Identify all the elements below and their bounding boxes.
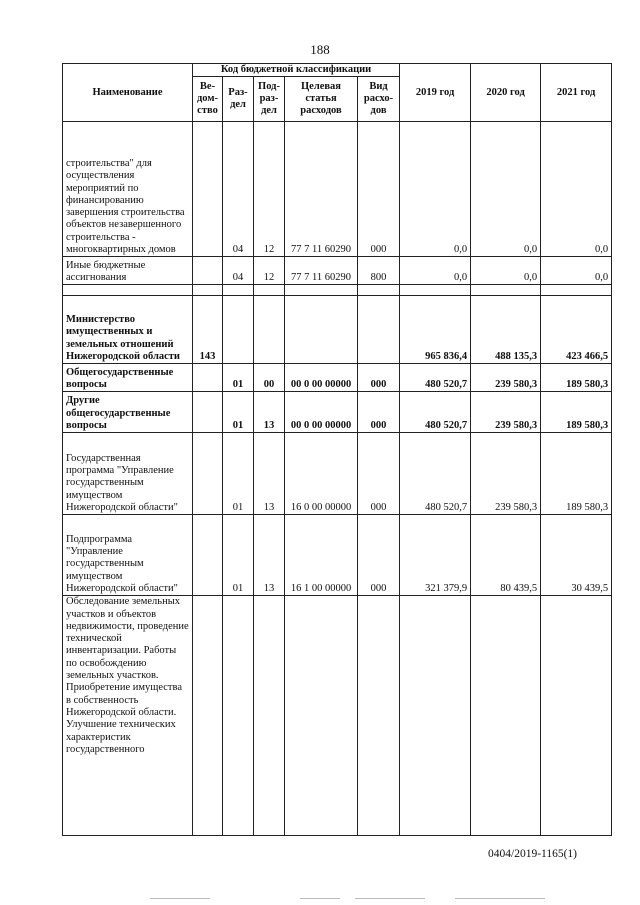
row-razdel: 04 (223, 257, 254, 285)
header-2020: 2020 год (471, 64, 541, 122)
row-ved (193, 364, 223, 392)
table-row (63, 257, 612, 285)
row-name: строительства" для осуществления мероприятий по финансированию завершения строительства объектов незавершенного строительства - многоквартирных домов (63, 122, 193, 257)
row-2020: 0,0 (471, 257, 541, 285)
row-name: Государственная программа "Управление государственным имуществом Нижегородской области" (63, 433, 193, 515)
row-podrazdel (254, 296, 285, 364)
row-ved (193, 392, 223, 433)
row-2019: 480 520,7 (400, 392, 471, 433)
header-target: Целевая статья расходов (285, 77, 358, 122)
scan-artifact-line (150, 898, 210, 899)
row-ved (193, 122, 223, 257)
row-target: 00 0 00 00000 (285, 364, 358, 392)
row-2021: 189 580,3 (541, 364, 612, 392)
row-name: Подпрограмма "Управление государственным имуществом Нижегородской области" (63, 515, 193, 596)
row-2019: 0,0 (400, 122, 471, 257)
row-ved (193, 596, 223, 836)
row-target: 77 7 11 60290 (285, 257, 358, 285)
header-name: Наименование (63, 64, 193, 122)
row-name: Иные бюджетные ассигнования (63, 257, 193, 285)
row-target: 16 1 00 00000 (285, 515, 358, 596)
row-2020: 239 580,3 (471, 433, 541, 515)
row-target (285, 285, 358, 296)
row-2021: 0,0 (541, 257, 612, 285)
row-razdel (223, 296, 254, 364)
row-2019: 480 520,7 (400, 433, 471, 515)
row-target: 00 0 00 00000 (285, 392, 358, 433)
row-2019 (400, 596, 471, 836)
table-row (63, 392, 612, 433)
row-2021 (541, 285, 612, 296)
row-2021: 0,0 (541, 122, 612, 257)
row-2019: 0,0 (400, 257, 471, 285)
document-code: 0404/2019-1165(1) (488, 848, 578, 860)
row-2019: 480 520,7 (400, 364, 471, 392)
row-target (285, 296, 358, 364)
scan-artifact-line (355, 898, 425, 899)
table-row (63, 122, 612, 257)
row-vid: 000 (358, 364, 400, 392)
table-row (63, 515, 612, 596)
row-vid (358, 285, 400, 296)
scan-artifact-line (300, 898, 340, 899)
row-name: Министерство имущественных и земельных отношений Нижегородской области (63, 296, 193, 364)
header-2021: 2021 год (541, 64, 612, 122)
row-razdel: 01 (223, 515, 254, 596)
row-2019: 965 836,4 (400, 296, 471, 364)
row-2020 (471, 596, 541, 836)
row-razdel: 04 (223, 122, 254, 257)
row-vid: 800 (358, 257, 400, 285)
row-razdel: 01 (223, 364, 254, 392)
row-razdel: 01 (223, 433, 254, 515)
row-2020: 80 439,5 (471, 515, 541, 596)
row-razdel: 01 (223, 392, 254, 433)
header-podrazdel: Под- раз- дел (254, 77, 285, 122)
row-2020: 239 580,3 (471, 392, 541, 433)
row-name: Обследование земельных участков и объектов недвижимости, проведение технической инвентаризации. Работы по освобождению земельных участков. Приобретение имущества в собственность Нижегородской области. Улучшение технических характеристик государственного (63, 596, 193, 836)
table-row (63, 433, 612, 515)
row-vid: 000 (358, 122, 400, 257)
header-vid: Вид расхо- дов (358, 77, 400, 122)
row-name: Другие общегосударственные вопросы (63, 392, 193, 433)
row-ved (193, 515, 223, 596)
table-row (63, 596, 612, 836)
row-podrazdel: 12 (254, 257, 285, 285)
row-2021 (541, 596, 612, 836)
row-target: 16 0 00 00000 (285, 433, 358, 515)
row-podrazdel (254, 596, 285, 836)
row-vid (358, 596, 400, 836)
row-name (63, 285, 193, 296)
row-podrazdel (254, 285, 285, 296)
row-ved: 143 (193, 296, 223, 364)
row-2020: 239 580,3 (471, 364, 541, 392)
scan-artifact-line (455, 898, 545, 899)
row-2021: 189 580,3 (541, 433, 612, 515)
row-razdel (223, 596, 254, 836)
budget-table (62, 63, 612, 836)
header-razdel: Раз- дел (223, 77, 254, 122)
row-2019 (400, 285, 471, 296)
row-2019: 321 379,9 (400, 515, 471, 596)
row-podrazdel: 13 (254, 392, 285, 433)
table-row (63, 364, 612, 392)
table-row (63, 296, 612, 364)
row-2020: 0,0 (471, 122, 541, 257)
row-2021: 189 580,3 (541, 392, 612, 433)
row-podrazdel: 12 (254, 122, 285, 257)
header-vedomstvo: Ве- дом- ство (193, 77, 223, 122)
row-razdel (223, 285, 254, 296)
row-2021: 30 439,5 (541, 515, 612, 596)
row-podrazdel: 13 (254, 515, 285, 596)
row-vid (358, 296, 400, 364)
row-podrazdel: 00 (254, 364, 285, 392)
row-ved (193, 433, 223, 515)
header-2019: 2019 год (400, 64, 471, 122)
row-2021: 423 466,5 (541, 296, 612, 364)
row-vid: 000 (358, 433, 400, 515)
row-vid: 000 (358, 392, 400, 433)
page-number: 188 (310, 42, 330, 57)
row-target (285, 596, 358, 836)
row-podrazdel: 13 (254, 433, 285, 515)
row-ved (193, 285, 223, 296)
row-vid: 000 (358, 515, 400, 596)
header-budget-code: Код бюджетной классификации (193, 64, 400, 77)
row-2020 (471, 285, 541, 296)
row-2020: 488 135,3 (471, 296, 541, 364)
row-name: Общегосударственные вопросы (63, 364, 193, 392)
table-row-spacer (63, 285, 612, 296)
row-ved (193, 257, 223, 285)
row-target: 77 7 11 60290 (285, 122, 358, 257)
